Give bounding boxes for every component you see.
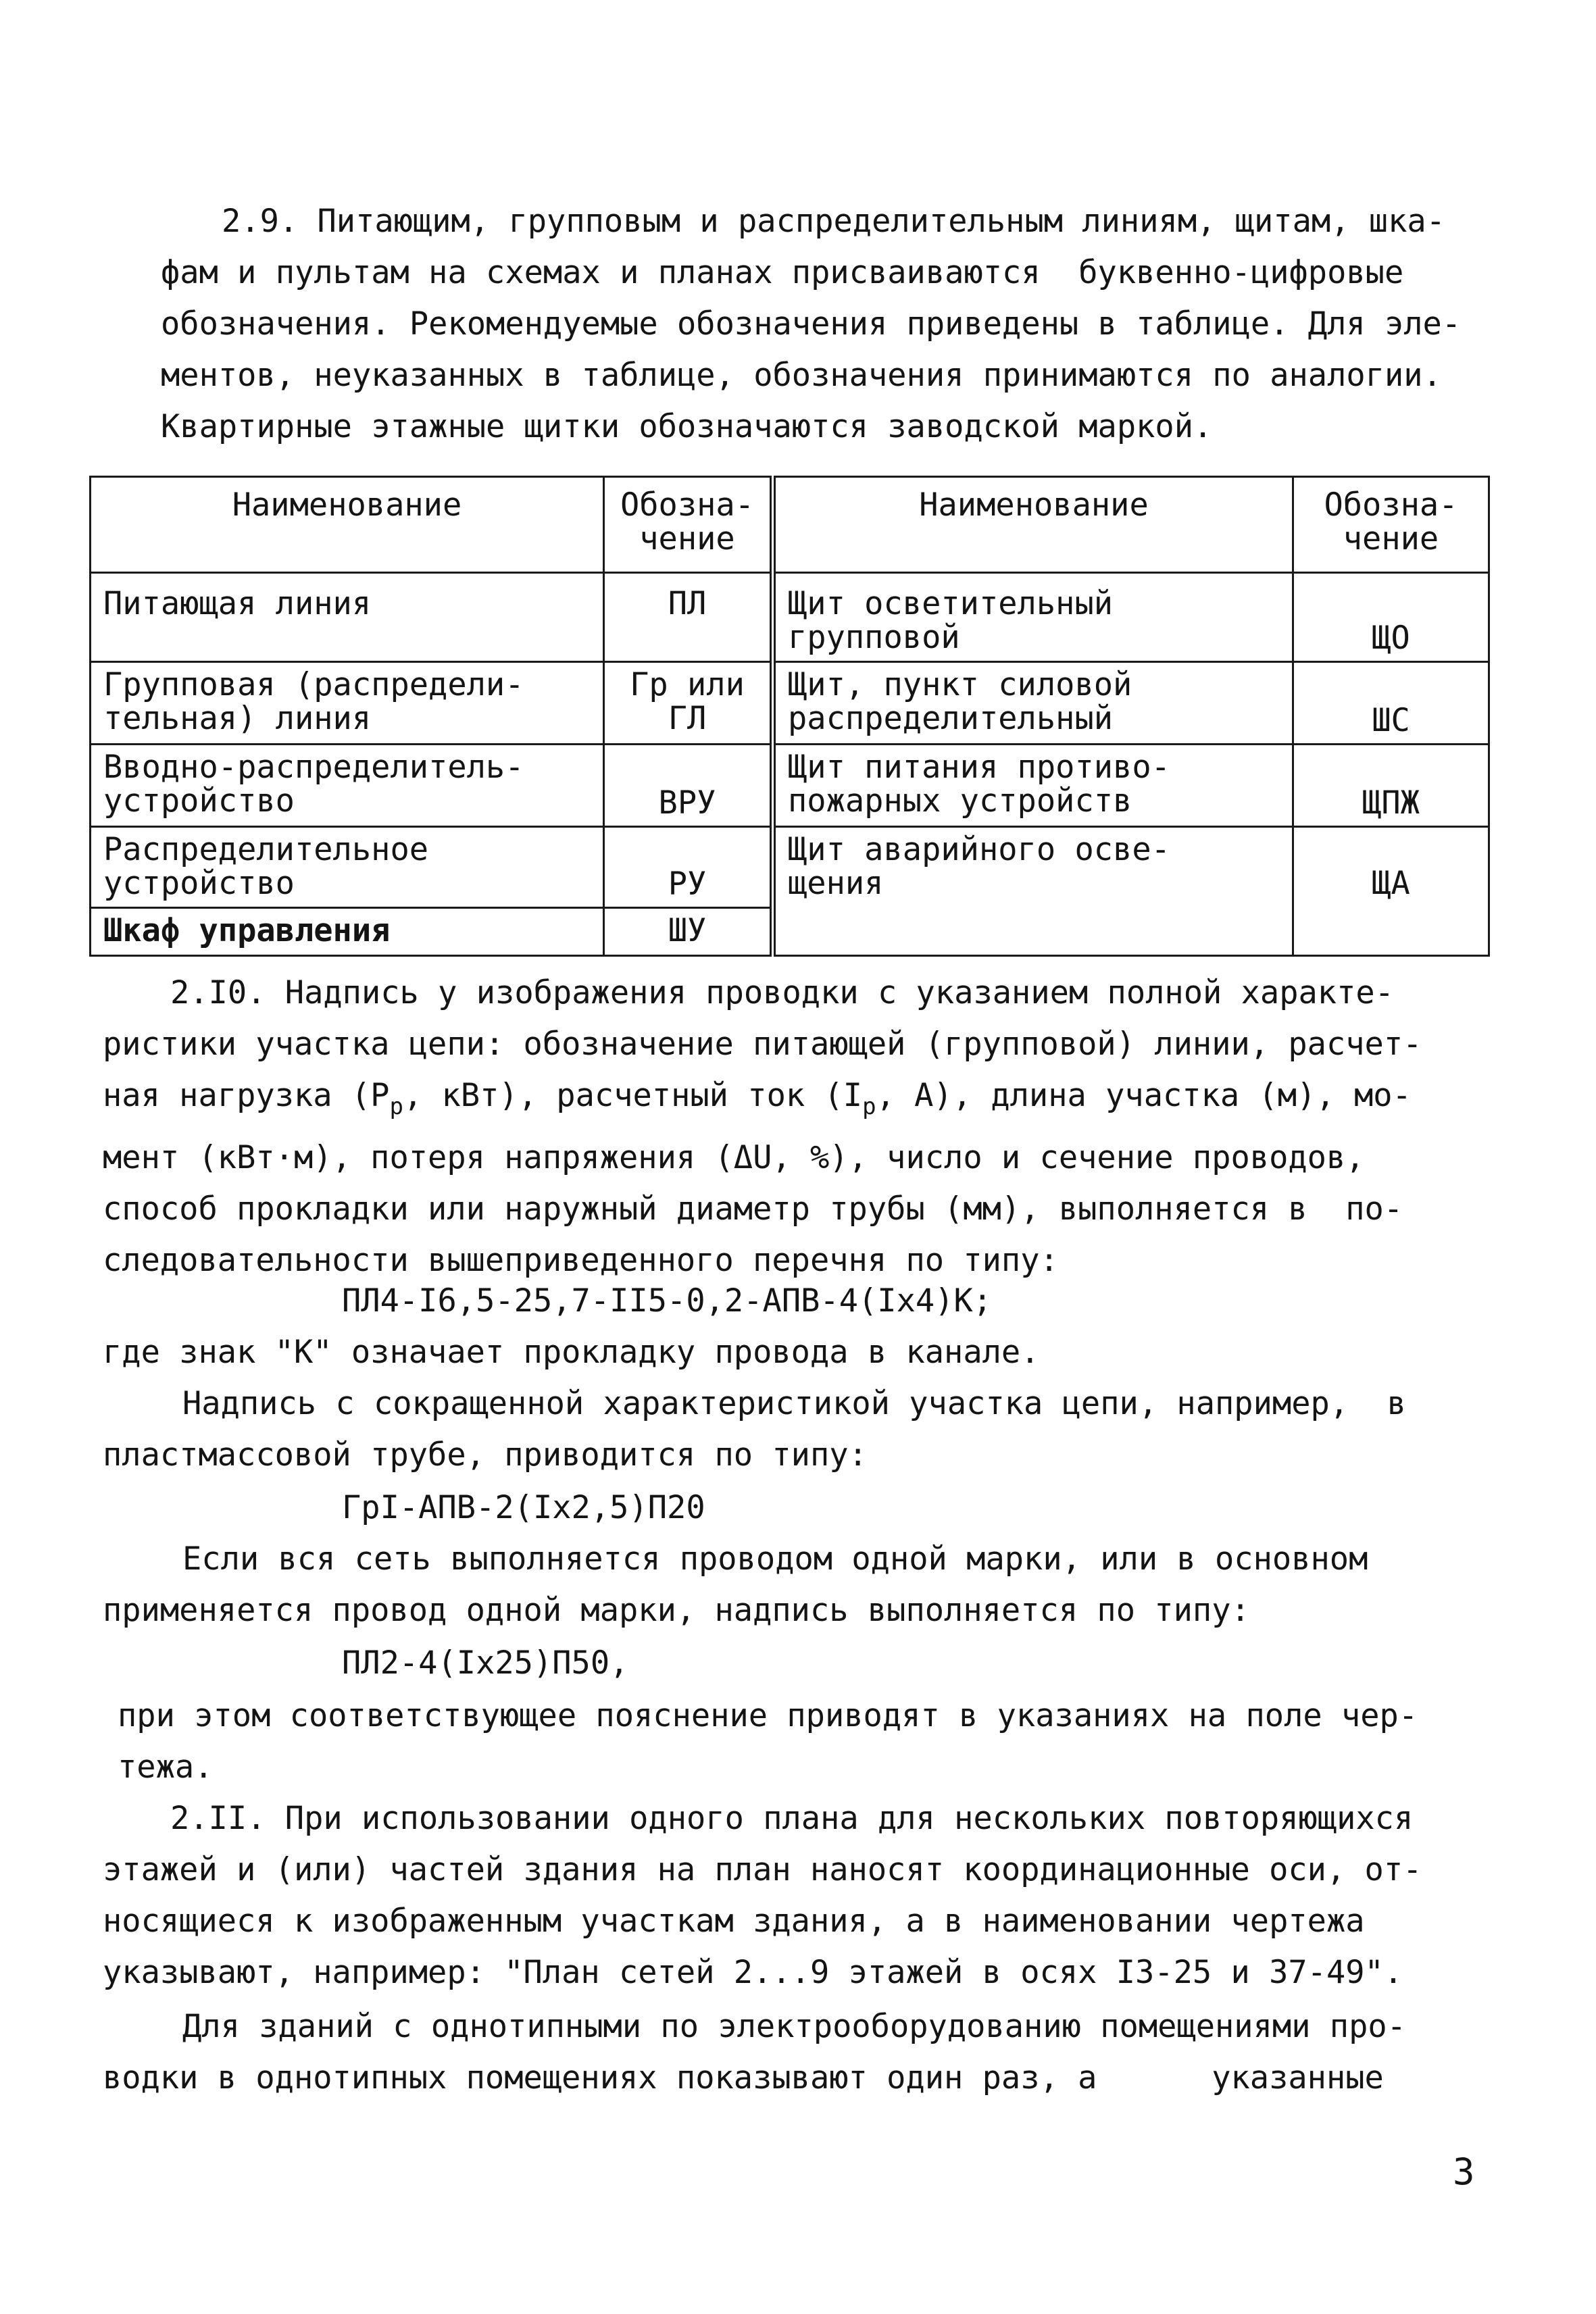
formula-single: ПЛ2-4(Iх25)П50, (342, 1644, 629, 1682)
text-line: 2.II. При использовании одного плана для нескольких повторяющихся (170, 1800, 1414, 1837)
table-row (91, 826, 1489, 908)
cell-code: ЩО (1293, 572, 1489, 662)
cell-code: ШУ (604, 908, 773, 956)
cell-name: Питающая линия (91, 572, 604, 662)
text-line: Квартирные этажные щитки обозначаются заводской маркой. (161, 408, 1213, 445)
text-line: применяется провод одной марки, надпись выполняется по типу: (103, 1592, 1250, 1629)
text-line: где знак "К" означает прокладку провода в канале. (103, 1334, 1040, 1371)
cell-name: Щит, пункт силовой распределительный (773, 662, 1293, 745)
text-line: ная нагрузка ($Р_р$, кВт), расчетный ток ($I_р$, А), длина участка (м), мо- (103, 1077, 1412, 1120)
header-code-left: Обозна- чение (604, 477, 773, 573)
cell-name: Вводно-распределитель- устройство (91, 745, 604, 827)
table-row (91, 662, 1489, 745)
cell-code: ЩПЖ (1293, 745, 1489, 827)
cell-name: Групповая (распредели- тельная) линия (91, 662, 604, 745)
table-header-row (91, 477, 1489, 573)
text-line: 2.I0. Надпись у изображения проводки с указанием полной характе- (170, 974, 1394, 1011)
page-number: 3 (1453, 2150, 1475, 2193)
cell-name: Распределительное устройство (91, 826, 604, 908)
text-line: мент (кВт·м), потеря напряжения (ΔU, %), число и сечение проводов, (103, 1139, 1365, 1176)
paragraph-2-10 (103, 967, 1495, 1286)
table-row (91, 572, 1489, 662)
paragraph-2-9 (161, 196, 1485, 453)
text-line: способ прокладки или наружный диаметр трубы (мм), выполняется в по- (103, 1190, 1403, 1228)
text-line: ристики участка цепи: обозначение питающей (групповой) линии, расчет- (103, 1026, 1422, 1063)
paragraph-short (103, 1378, 1495, 1481)
cell-name: Шкаф управления (91, 908, 604, 956)
text-line: водки в однотипных помещениях показывают один раз, а указанные (103, 2059, 1384, 2096)
header-code-right: Обозна- чение (1293, 477, 1489, 573)
header-name-left: Наименование (91, 477, 604, 573)
text-line: Надпись с сокращенной характеристикой участка цепи, например, в (182, 1385, 1406, 1422)
cell-code: РУ (604, 826, 773, 908)
text-line: указывают, например: "План сетей 2...9 этажей в осях I3-25 и 37-49". (103, 1954, 1403, 1991)
text-line: обозначения. Рекомендуемые обозначения приведены в таблице. Для эле- (161, 305, 1462, 343)
text-line: Для зданий с однотипными по электрооборудованию помещениями про- (182, 2008, 1406, 2045)
text-line: 2.9. Питающим, групповым и распределительным линиям, щитам, шка- (222, 203, 1445, 240)
paragraph-2-11 (103, 1793, 1495, 1998)
paragraph-single-brand (103, 1534, 1495, 1636)
cell-code: ПЛ (604, 572, 773, 662)
text-line: фам и пультам на схемах и планах присваиваются буквенно-цифровые (161, 254, 1404, 291)
text-line: пластмассовой трубе, приводится по типу: (103, 1436, 868, 1474)
text-line: Если вся сеть выполняется проводом одной марки, или в основном (182, 1540, 1368, 1578)
text-line: при этом соответствующее пояснение приводят в указаниях на поле чер- (118, 1697, 1418, 1734)
cell-name: Щит питания противо- пожарных устройств (773, 745, 1293, 827)
text-line: этажей и (или) частей здания на план наносят координационные оси, от- (103, 1851, 1422, 1888)
text-line: тежа. (118, 1749, 214, 1786)
text-line: носящиеся к изображенным участкам здания, а в наименовании чертежа (103, 1903, 1365, 1940)
text-line: следовательности вышеприведенного перечня по типу: (103, 1242, 1059, 1279)
paragraph-channel (103, 1327, 1495, 1378)
formula-full: ПЛ4-I6,5-25,7-II5-0,2-АПВ-4(Iх4)К; (342, 1282, 993, 1319)
cell-code: ЩА (1293, 826, 1489, 955)
table-row (91, 745, 1489, 827)
cell-name: Щит осветительный групповой (773, 572, 1293, 662)
header-name-right: Наименование (773, 477, 1293, 573)
cell-name: Щит аварийного осве- щения (773, 826, 1293, 955)
cell-code: ШС (1293, 662, 1489, 745)
cell-code: ВРУ (604, 745, 773, 827)
text-line: ментов, неуказанных в таблице, обозначения принимаются по аналогии. (161, 357, 1442, 394)
cell-code: Гр или ГЛ (604, 662, 773, 745)
paragraph-note (118, 1690, 1496, 1793)
formula-short: ГрI-АПВ-2(Iх2,5)П20 (342, 1489, 705, 1526)
paragraph-typical-rooms (103, 2001, 1495, 2104)
designations-table (89, 476, 1490, 957)
